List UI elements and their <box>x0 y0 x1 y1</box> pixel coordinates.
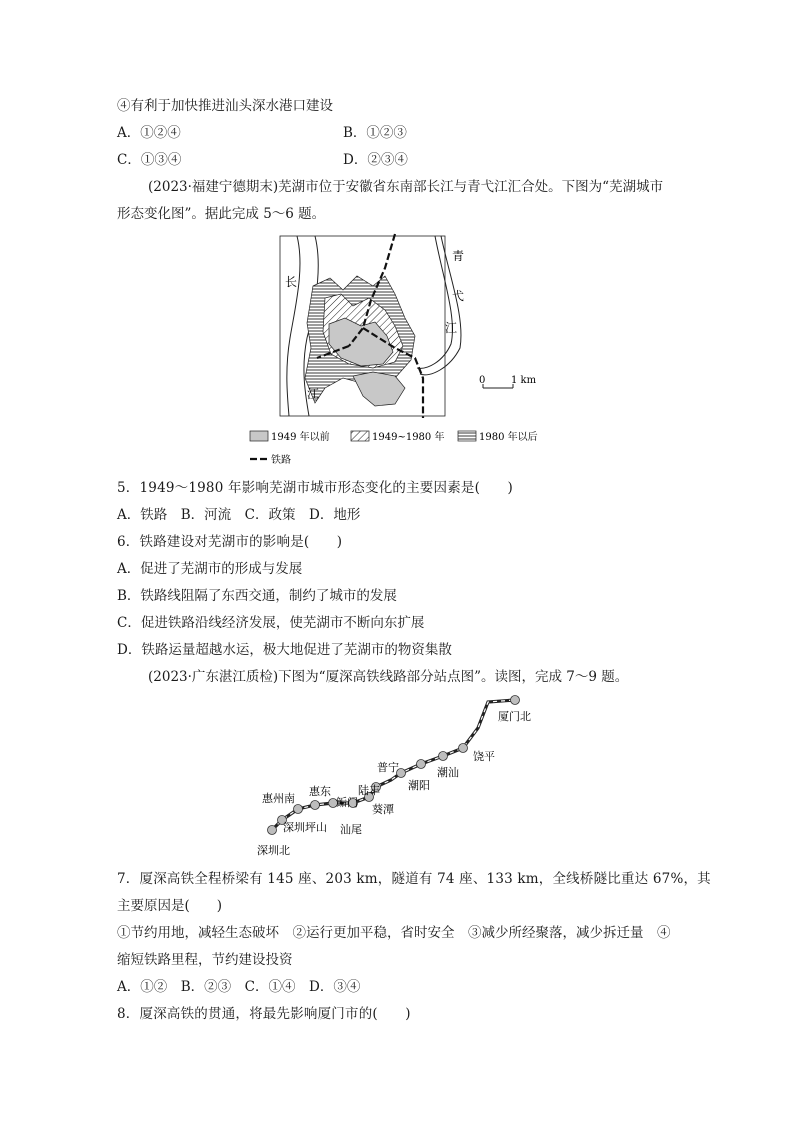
intro-wuhu-line2: 形态变化图”。据此完成 5～6 题。 <box>117 206 326 222</box>
label-jiang-left: 江 <box>307 387 320 401</box>
legend-label-before-1949: 1949 年以前 <box>271 432 330 443</box>
legend-label-railway: 铁路 <box>271 455 291 466</box>
legend-label-1949-1980: 1949~1980 年 <box>372 432 445 443</box>
question-7-options: A．①② B．②③ C．①④ D．③④ <box>117 979 361 995</box>
question-6: 6．铁路建设对芜湖市的影响是( ) <box>117 534 343 550</box>
scale-km-label: 1 km <box>511 375 537 386</box>
q4-option-c: C．①③④ <box>117 152 182 168</box>
question-6-option-b: B．铁路线阻隔了东西交通，制约了城市的发展 <box>117 588 397 604</box>
station-label-kuitan: 葵潭 <box>372 803 394 816</box>
station-label-xiamen-bei: 厦门北 <box>498 710 531 723</box>
station-label-shenzhen-bei: 深圳北 <box>257 844 290 857</box>
station-label-lufeng: 陆丰 <box>358 784 380 797</box>
question-7-statements-line1: ①节约用地，减轻生态破坏 ②运行更加平稳，省时安全 ③减少所经聚落，减少拆迁量 ④ <box>117 925 671 941</box>
question-5-options: A．铁路 B．河流 C．政策 D．地形 <box>117 507 361 523</box>
legend-swatch-1949-1980 <box>351 431 369 441</box>
legend-swatch-after-1980 <box>458 431 476 441</box>
yangtze-river-bank-left <box>287 236 300 416</box>
label-qing: 青 <box>452 249 465 263</box>
q4-option-d: D．②③④ <box>343 152 408 168</box>
question-7-line2: 主要原因是( ) <box>117 898 223 914</box>
option-4-text: ④有利于加快推进汕头深水港口建设 <box>117 98 333 114</box>
station-label-shanwei: 汕尾 <box>340 823 362 836</box>
station-label-chaoyang: 潮阳 <box>408 779 430 792</box>
question-6-option-a: A．促进了芜湖市的形成与发展 <box>117 561 303 577</box>
question-6-option-c: C．促进铁路沿线经济发展，使芜湖市不断向东扩展 <box>117 615 425 631</box>
station-dot-huidong <box>311 801 320 810</box>
xiashen-railway-map <box>245 690 565 865</box>
label-yi: 弋 <box>452 289 465 303</box>
label-chang: 长 <box>285 275 298 289</box>
station-label-raoping: 饶平 <box>473 750 495 763</box>
station-label-shenzhen-pingshan: 深圳坪山 <box>283 821 327 834</box>
station-dot-huizhou-nan <box>294 805 303 814</box>
q4-option-a: A．①②④ <box>117 125 181 141</box>
station-label-jiaomen: 鲘门 <box>336 796 358 809</box>
label-jiang-right: 江 <box>445 321 458 335</box>
scale-zero-label: 0 <box>479 375 486 386</box>
legend-swatch-before-1949 <box>250 431 268 441</box>
question-8: 8．厦深高铁的贯通，将最先影响厦门市的( ) <box>117 1006 411 1022</box>
station-label-huizhou-nan: 惠州南 <box>262 792 295 805</box>
legend-label-after-1980: 1980 年以后 <box>479 432 538 443</box>
wuhu-city-map <box>245 228 565 473</box>
intro-wuhu-line1: (2023·福建宁德期末)芜湖市位于安徽省东南部长江与青弋江汇合处。下图为“芜湖城市 <box>148 179 664 195</box>
question-7-statements-line2: 缩短铁路里程，节约建设投资 <box>117 952 293 968</box>
intro-xiashen: (2023·广东湛江质检)下图为“厦深高铁线路部分站点图”。读图，完成 7～9 题。 <box>148 669 629 685</box>
station-dot-chaoshan <box>439 752 448 761</box>
station-dot-shenzhen-bei <box>268 826 277 835</box>
station-label-puning: 普宁 <box>377 761 399 774</box>
question-5: 5．1949～1980 年影响芜湖市城市形态变化的主要因素是( ) <box>117 480 513 496</box>
station-label-huidong: 惠东 <box>309 785 331 798</box>
area-before-1949-south <box>353 372 405 406</box>
question-7-line1: 7．厦深高铁全程桥梁有 145 座、203 km，隧道有 74 座、133 km，全线桥隧比重达 67%，其 <box>117 871 711 887</box>
q4-option-b: B．①②③ <box>343 125 407 141</box>
question-6-option-d: D．铁路运量超越水运，极大地促进了芜湖市的物资集散 <box>117 642 452 658</box>
station-dot-raoping <box>459 744 468 753</box>
qingyi-river-bank-inner <box>417 236 452 368</box>
station-dot-xiamen-bei <box>511 696 520 705</box>
station-label-chaoshan: 潮汕 <box>437 766 459 779</box>
station-dot-chaoyang <box>417 760 426 769</box>
